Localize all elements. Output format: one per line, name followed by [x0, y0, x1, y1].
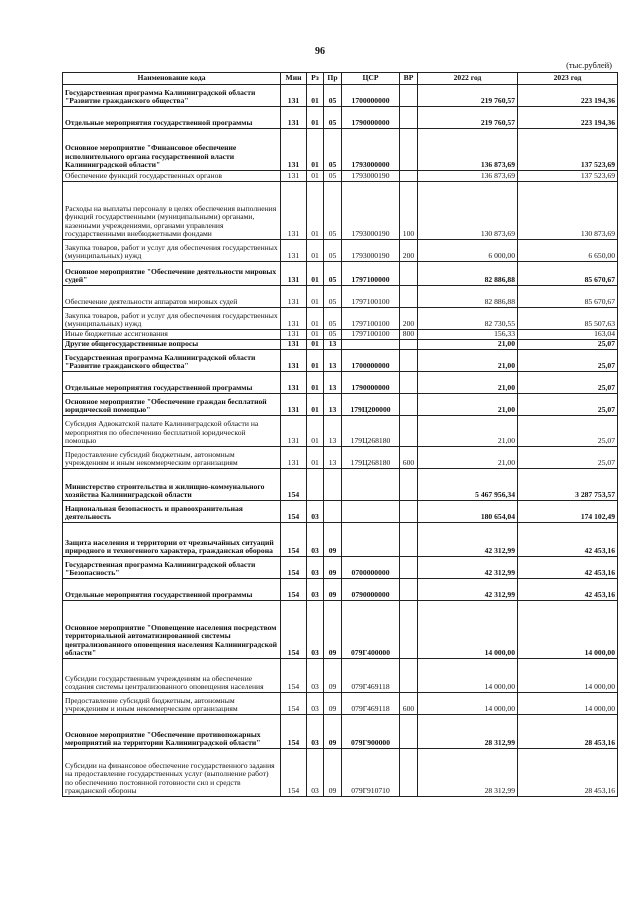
cell-csr: 179Ц268180 — [342, 416, 400, 447]
cell-vr: 200 — [400, 240, 418, 262]
cell-pr: 13 — [324, 447, 342, 469]
cell-2022: 42 312,99 — [418, 523, 518, 557]
cell-name: Иные бюджетные ассигнования — [63, 330, 281, 340]
cell-rz: 01 — [307, 171, 324, 182]
cell-name: Предоставление субсидий бюджетным, автономным учреждениям и иным некоммерческим организациям — [63, 693, 281, 715]
cell-vr — [400, 171, 418, 182]
units-label: (тыс.рублей) — [566, 60, 612, 70]
cell-2023: 223 194,36 — [518, 107, 618, 129]
cell-2023: 14 000,00 — [518, 693, 618, 715]
cell-name: Обеспечение функций государственных органов — [63, 171, 281, 182]
cell-min: 131 — [281, 85, 307, 107]
cell-2023: 130 873,69 — [518, 182, 618, 240]
cell-2023: 223 194,36 — [518, 85, 618, 107]
cell-name: Национальная безопасность и правоохранительная деятельность — [63, 501, 281, 523]
table-row — [63, 262, 618, 286]
cell-min: 154 — [281, 501, 307, 523]
cell-csr: 1700000000 — [342, 85, 400, 107]
cell-name: Основное мероприятие "Обеспечение граждан бесплатной юридической помощью" — [63, 394, 281, 416]
cell-csr: 1790000000 — [342, 107, 400, 129]
col-header-csr: ЦСР — [342, 73, 400, 85]
cell-rz: 01 — [307, 286, 324, 308]
cell-name: Министерство строительства и жилищно-коммунального хозяйства Калининградской области — [63, 469, 281, 501]
table-row — [63, 447, 618, 469]
cell-2022: 219 760,57 — [418, 85, 518, 107]
cell-min: 154 — [281, 749, 307, 797]
table-row — [63, 171, 618, 182]
cell-csr: 0700000000 — [342, 557, 400, 579]
cell-name: Субсидии на финансовое обеспечение государственного задания на предоставление государственных услуг (выполнение работ) по обеспечению постоянной готовности сил и средств гражданской обороны — [63, 749, 281, 797]
cell-vr — [400, 523, 418, 557]
cell-name: Основное мероприятие "Обеспечение деятельности мировых судей" — [63, 262, 281, 286]
cell-pr: 09 — [324, 749, 342, 797]
cell-min: 154 — [281, 715, 307, 749]
cell-2023: 85 507,63 — [518, 308, 618, 330]
cell-rz: 01 — [307, 262, 324, 286]
cell-2022: 42 312,99 — [418, 579, 518, 601]
cell-vr — [400, 85, 418, 107]
cell-2022: 42 312,99 — [418, 557, 518, 579]
table-row — [63, 85, 618, 107]
cell-min: 154 — [281, 579, 307, 601]
cell-rz: 01 — [307, 107, 324, 129]
cell-pr: 09 — [324, 693, 342, 715]
cell-min: 131 — [281, 447, 307, 469]
table-row — [63, 330, 618, 340]
cell-rz: 01 — [307, 447, 324, 469]
cell-2022: 5 467 956,34 — [418, 469, 518, 501]
cell-vr — [400, 262, 418, 286]
cell-csr: 079Г900000 — [342, 715, 400, 749]
cell-2022: 21,00 — [418, 394, 518, 416]
cell-name: Закупка товаров, работ и услуг для обеспечения государственных (муниципальных) нужд — [63, 308, 281, 330]
cell-name: Расходы на выплаты персоналу в целях обеспечения выполнения функций государственными (муниципальными) органами, казенными учреждениями, органами управления государственными внебюджетными фондами — [63, 182, 281, 240]
cell-pr: 13 — [324, 416, 342, 447]
cell-csr: 079Г910710 — [342, 749, 400, 797]
cell-pr: 09 — [324, 601, 342, 659]
cell-pr: 05 — [324, 171, 342, 182]
cell-2022: 82 886,88 — [418, 286, 518, 308]
cell-2023: 137 523,69 — [518, 129, 618, 171]
cell-2023: 28 453,16 — [518, 749, 618, 797]
cell-rz: 01 — [307, 394, 324, 416]
table-row — [63, 715, 618, 749]
cell-csr — [342, 501, 400, 523]
table-row — [63, 501, 618, 523]
col-header-pr: Пр — [324, 73, 342, 85]
cell-vr — [400, 350, 418, 372]
cell-vr — [400, 107, 418, 129]
cell-min: 131 — [281, 286, 307, 308]
cell-2022: 130 873,69 — [418, 182, 518, 240]
cell-2023: 25,07 — [518, 447, 618, 469]
table-row — [63, 749, 618, 797]
cell-pr: 05 — [324, 107, 342, 129]
table-row — [63, 601, 618, 659]
cell-2023: 14 000,00 — [518, 601, 618, 659]
cell-rz: 01 — [307, 340, 324, 350]
cell-2022: 21,00 — [418, 447, 518, 469]
cell-2022: 14 000,00 — [418, 601, 518, 659]
cell-name: Основное мероприятие "Оповещение населения посредством территориальной автоматизированной системы централизованного оповещения населения Калининградской области" — [63, 601, 281, 659]
table-row — [63, 659, 618, 693]
cell-vr: 800 — [400, 330, 418, 340]
cell-pr: 05 — [324, 262, 342, 286]
cell-rz: 03 — [307, 557, 324, 579]
cell-name: Государственная программа Калининградской области "Развитие гражданского общества" — [63, 350, 281, 372]
cell-csr: 1797100100 — [342, 330, 400, 340]
cell-name: Отдельные мероприятия государственной программы — [63, 107, 281, 129]
cell-name: Субсидии государственным учреждениям на обеспечение создания системы централизованного оповещения населения — [63, 659, 281, 693]
cell-min: 131 — [281, 171, 307, 182]
cell-csr — [342, 523, 400, 557]
cell-min: 154 — [281, 601, 307, 659]
cell-2022: 21,00 — [418, 372, 518, 394]
cell-pr: 09 — [324, 579, 342, 601]
cell-rz: 01 — [307, 372, 324, 394]
table-row — [63, 469, 618, 501]
cell-name: Предоставление субсидий бюджетным, автономным учреждениям и иным некоммерческим организациям — [63, 447, 281, 469]
cell-pr — [324, 501, 342, 523]
cell-pr: 09 — [324, 659, 342, 693]
cell-pr: 05 — [324, 129, 342, 171]
table-row — [63, 416, 618, 447]
cell-name: Основное мероприятие "Обеспечение противопожарных мероприятий на территории Калининградской области" — [63, 715, 281, 749]
cell-rz: 03 — [307, 601, 324, 659]
cell-csr: 1700000000 — [342, 350, 400, 372]
cell-min: 131 — [281, 340, 307, 350]
cell-vr: 600 — [400, 693, 418, 715]
cell-csr — [342, 469, 400, 501]
cell-pr: 05 — [324, 85, 342, 107]
cell-csr: 0790000000 — [342, 579, 400, 601]
cell-min: 131 — [281, 182, 307, 240]
table-body — [63, 85, 618, 797]
cell-rz: 03 — [307, 693, 324, 715]
cell-csr: 1793000190 — [342, 182, 400, 240]
cell-vr — [400, 715, 418, 749]
cell-vr — [400, 659, 418, 693]
cell-vr — [400, 749, 418, 797]
cell-2023: 28 453,16 — [518, 715, 618, 749]
cell-min: 131 — [281, 372, 307, 394]
table-row — [63, 308, 618, 330]
cell-2022: 219 760,57 — [418, 107, 518, 129]
cell-vr — [400, 286, 418, 308]
cell-2022: 156,33 — [418, 330, 518, 340]
cell-pr: 05 — [324, 240, 342, 262]
cell-2023: 25,07 — [518, 340, 618, 350]
cell-min: 131 — [281, 330, 307, 340]
cell-rz: 03 — [307, 501, 324, 523]
table-row — [63, 523, 618, 557]
cell-2022: 14 000,00 — [418, 659, 518, 693]
table-row — [63, 286, 618, 308]
cell-min: 154 — [281, 469, 307, 501]
cell-vr: 200 — [400, 308, 418, 330]
cell-rz: 01 — [307, 350, 324, 372]
table-row — [63, 372, 618, 394]
cell-min: 154 — [281, 557, 307, 579]
table-row — [63, 693, 618, 715]
cell-2022: 21,00 — [418, 340, 518, 350]
cell-rz: 01 — [307, 416, 324, 447]
table-row — [63, 350, 618, 372]
cell-name: Государственная программа Калининградской области "Развитие гражданского общества" — [63, 85, 281, 107]
cell-csr: 1797100100 — [342, 286, 400, 308]
cell-vr — [400, 501, 418, 523]
table-row — [63, 394, 618, 416]
cell-pr: 13 — [324, 350, 342, 372]
cell-pr: 13 — [324, 372, 342, 394]
cell-min: 131 — [281, 350, 307, 372]
cell-pr: 13 — [324, 394, 342, 416]
cell-pr: 13 — [324, 340, 342, 350]
cell-2022: 28 312,99 — [418, 749, 518, 797]
cell-rz: 03 — [307, 659, 324, 693]
cell-csr — [342, 340, 400, 350]
cell-rz — [307, 469, 324, 501]
cell-rz: 03 — [307, 715, 324, 749]
cell-2023: 163,04 — [518, 330, 618, 340]
cell-name: Закупка товаров, работ и услуг для обеспечения государственных (муниципальных) нужд — [63, 240, 281, 262]
cell-rz: 01 — [307, 182, 324, 240]
col-header-min: Мин — [281, 73, 307, 85]
col-header-2022: 2022 год — [418, 73, 518, 85]
cell-min: 131 — [281, 416, 307, 447]
cell-pr — [324, 469, 342, 501]
cell-vr — [400, 340, 418, 350]
cell-pr: 05 — [324, 286, 342, 308]
cell-2023: 25,07 — [518, 350, 618, 372]
table-row — [63, 107, 618, 129]
cell-name: Субсидия Адвокатской палате Калининградской области на мероприятия по обеспечению бесплатной юридической помощью — [63, 416, 281, 447]
cell-rz: 01 — [307, 129, 324, 171]
cell-2022: 82 886,88 — [418, 262, 518, 286]
cell-csr: 1793000190 — [342, 240, 400, 262]
cell-csr: 079Г469118 — [342, 693, 400, 715]
col-header-vr: ВР — [400, 73, 418, 85]
cell-2023: 85 670,67 — [518, 262, 618, 286]
cell-2023: 25,07 — [518, 372, 618, 394]
cell-csr: 179Ц268180 — [342, 447, 400, 469]
cell-csr: 1790000000 — [342, 372, 400, 394]
cell-pr: 09 — [324, 715, 342, 749]
cell-2023: 42 453,16 — [518, 579, 618, 601]
cell-2022: 21,00 — [418, 416, 518, 447]
cell-min: 131 — [281, 262, 307, 286]
cell-name: Отдельные мероприятия государственной программы — [63, 579, 281, 601]
cell-2023: 6 650,00 — [518, 240, 618, 262]
table-row — [63, 557, 618, 579]
cell-2022: 14 000,00 — [418, 693, 518, 715]
cell-pr: 09 — [324, 523, 342, 557]
cell-2022: 21,00 — [418, 350, 518, 372]
cell-min: 131 — [281, 107, 307, 129]
page-number: 96 — [315, 46, 325, 57]
budget-table — [62, 72, 618, 797]
table-row — [63, 182, 618, 240]
cell-2023: 25,07 — [518, 394, 618, 416]
col-header-name: Наименование кода — [63, 73, 281, 85]
cell-2022: 6 000,00 — [418, 240, 518, 262]
cell-vr — [400, 601, 418, 659]
cell-vr — [400, 372, 418, 394]
cell-csr: 079Г400000 — [342, 601, 400, 659]
cell-vr: 100 — [400, 182, 418, 240]
cell-min: 131 — [281, 394, 307, 416]
cell-name: Другие общегосударственные вопросы — [63, 340, 281, 350]
table-row — [63, 340, 618, 350]
cell-pr: 05 — [324, 308, 342, 330]
cell-2023: 137 523,69 — [518, 171, 618, 182]
table-header-row — [63, 73, 618, 85]
cell-rz: 01 — [307, 308, 324, 330]
cell-min: 131 — [281, 308, 307, 330]
cell-rz: 03 — [307, 579, 324, 601]
table-row — [63, 579, 618, 601]
cell-min: 131 — [281, 240, 307, 262]
cell-vr — [400, 394, 418, 416]
cell-name: Основное мероприятие "Финансовое обеспечение исполнительного органа государственной власти Калининградской области" — [63, 129, 281, 171]
cell-pr: 05 — [324, 330, 342, 340]
cell-2022: 180 654,04 — [418, 501, 518, 523]
cell-2023: 174 102,49 — [518, 501, 618, 523]
cell-csr: 079Г469118 — [342, 659, 400, 693]
cell-name: Обеспечение деятельности аппаратов мировых судей — [63, 286, 281, 308]
cell-rz: 03 — [307, 749, 324, 797]
cell-2022: 28 312,99 — [418, 715, 518, 749]
cell-2023: 25,07 — [518, 416, 618, 447]
col-header-2023: 2023 год — [518, 73, 618, 85]
cell-name: Отдельные мероприятия государственной программы — [63, 372, 281, 394]
cell-2023: 42 453,16 — [518, 523, 618, 557]
cell-vr — [400, 557, 418, 579]
cell-vr — [400, 579, 418, 601]
cell-2023: 85 670,67 — [518, 286, 618, 308]
cell-csr: 179Ц200000 — [342, 394, 400, 416]
cell-rz: 01 — [307, 240, 324, 262]
table-row — [63, 240, 618, 262]
cell-pr: 09 — [324, 557, 342, 579]
cell-rz: 01 — [307, 85, 324, 107]
cell-csr: 1797100000 — [342, 262, 400, 286]
cell-min: 154 — [281, 659, 307, 693]
table-row — [63, 129, 618, 171]
cell-2022: 136 873,69 — [418, 129, 518, 171]
cell-name: Защита населения и территории от чрезвычайных ситуаций природного и техногенного характера, гражданская оборона — [63, 523, 281, 557]
cell-vr — [400, 129, 418, 171]
cell-csr: 1797100100 — [342, 308, 400, 330]
cell-2023: 42 453,16 — [518, 557, 618, 579]
cell-vr — [400, 416, 418, 447]
cell-csr: 1793000190 — [342, 171, 400, 182]
cell-2023: 14 000,00 — [518, 659, 618, 693]
cell-2022: 136 873,69 — [418, 171, 518, 182]
cell-csr: 1793000000 — [342, 129, 400, 171]
cell-vr — [400, 469, 418, 501]
cell-vr: 600 — [400, 447, 418, 469]
cell-min: 154 — [281, 523, 307, 557]
cell-name: Государственная программа Калининградской области "Безопасность" — [63, 557, 281, 579]
cell-rz: 03 — [307, 523, 324, 557]
cell-pr: 05 — [324, 182, 342, 240]
cell-2023: 3 287 753,57 — [518, 469, 618, 501]
cell-min: 131 — [281, 129, 307, 171]
cell-min: 154 — [281, 693, 307, 715]
cell-rz: 01 — [307, 330, 324, 340]
col-header-rz: Рз — [307, 73, 324, 85]
cell-2022: 82 730,55 — [418, 308, 518, 330]
